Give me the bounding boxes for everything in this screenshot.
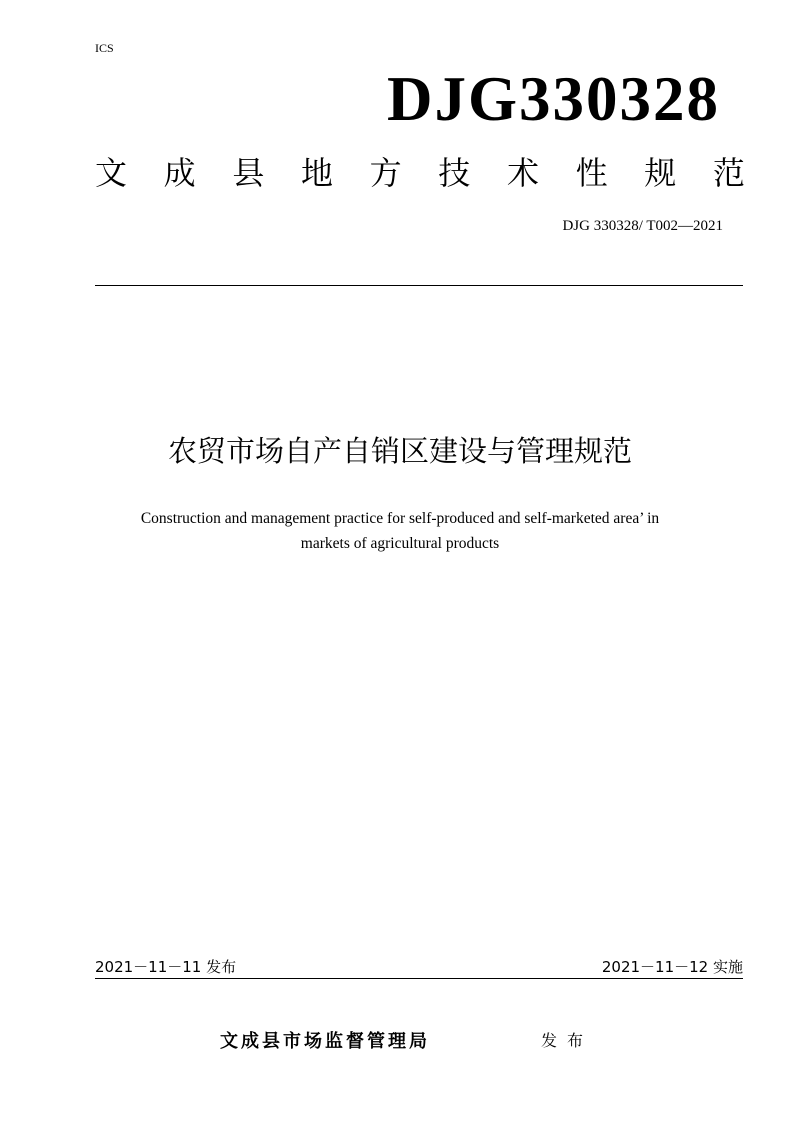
spec-type-char: 规 xyxy=(644,154,677,192)
english-title-line-1: Construction and management practice for self-produced and self-marketed area’ in xyxy=(140,510,660,527)
spec-type-char: 术 xyxy=(506,154,539,192)
english-title xyxy=(60,506,740,556)
spec-type-char: 县 xyxy=(232,154,265,192)
spec-type-char: 文 xyxy=(95,154,128,192)
spec-type-char: 范 xyxy=(712,154,745,192)
chinese-title: 农贸市场自产自销区建设与管理规范 xyxy=(167,434,632,468)
spec-type-char: 技 xyxy=(438,154,471,192)
issue-date: 2021－11－11 发布 xyxy=(95,958,237,976)
spec-type-title xyxy=(95,154,745,192)
english-title-line-2: markets of agricultural products xyxy=(300,535,500,552)
issue-label: 发布 xyxy=(541,1031,594,1050)
implementation-date: 2021－11－12 实施 xyxy=(601,958,743,976)
spec-type-char: 性 xyxy=(575,154,608,192)
bottom-divider xyxy=(95,978,743,979)
document-number: DJG 330328/ T002—2021 xyxy=(562,218,723,234)
top-divider xyxy=(95,285,743,286)
date-row xyxy=(95,958,743,976)
spec-type-char: 成 xyxy=(163,154,196,192)
publisher-name: 文成县市场监督管理局 xyxy=(220,1031,430,1052)
spec-type-char: 地 xyxy=(300,154,333,192)
standard-code: DJG330328 xyxy=(387,64,720,134)
ics-label: ICS xyxy=(95,41,114,55)
spec-type-char: 方 xyxy=(369,154,402,192)
